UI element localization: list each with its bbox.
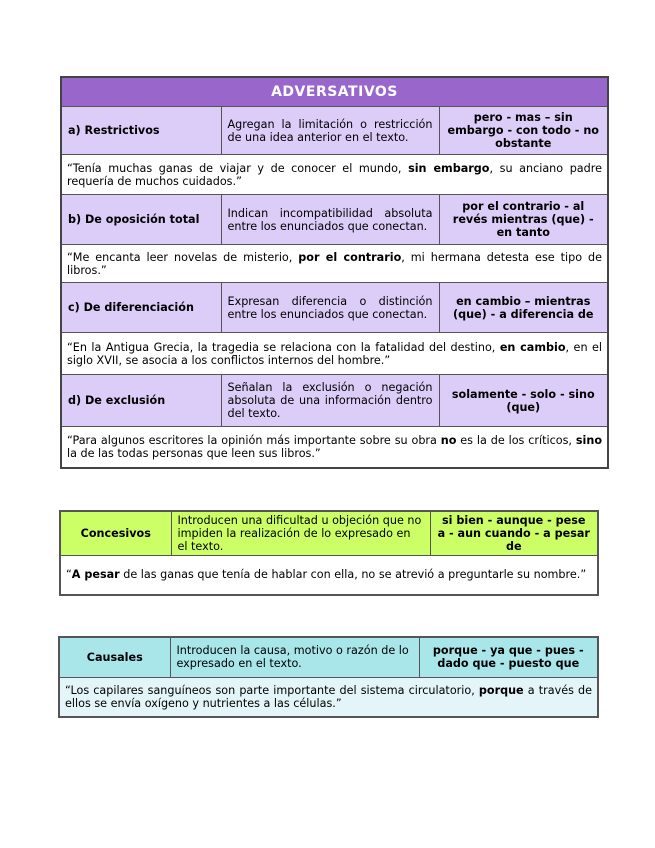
connectors-list: pero - mas – sin embargo - con todo - no obstante bbox=[439, 107, 608, 155]
highlighted-connector: en cambio bbox=[499, 340, 566, 354]
highlighted-connector: por el contrario bbox=[298, 250, 402, 264]
table-row bbox=[61, 375, 608, 427]
highlighted-connector: sin embargo bbox=[408, 161, 490, 175]
category-name: Causales bbox=[59, 637, 170, 677]
category-description: Introducen la causa, motivo o razón de lo expresado en el texto. bbox=[170, 637, 419, 677]
highlighted-connector: no bbox=[440, 433, 457, 447]
category-description: Expresan diferencia o distinción entre los enunciados que conectan. bbox=[221, 283, 439, 333]
connectors-list: porque - ya que - pues - dado que - puesto que bbox=[419, 637, 598, 677]
example-text: “A pesar de las ganas que tenía de hablar con ella, no se atrevió a preguntarle su nombre.” bbox=[60, 555, 598, 595]
causales-table bbox=[58, 636, 599, 718]
table-row bbox=[61, 283, 608, 333]
example-text: “Tenía muchas ganas de viajar y de conocer el mundo, sin embargo, su anciano padre requería de muchos cuidados.” bbox=[61, 155, 608, 195]
example-row bbox=[60, 555, 598, 595]
example-text: “Para algunos escritores la opinión más importante sobre su obra no es la de los críticos, sino la de las todas personas que leen sus libros.” bbox=[61, 427, 608, 468]
category-name: d) De exclusión bbox=[61, 375, 221, 427]
connectors-list: por el contrario - al revés mientras (que) - en tanto bbox=[439, 195, 608, 245]
table-row bbox=[61, 107, 608, 155]
highlighted-connector: porque bbox=[478, 683, 524, 697]
example-row bbox=[61, 427, 608, 468]
category-name: c) De diferenciación bbox=[61, 283, 221, 333]
example-row bbox=[61, 245, 608, 283]
highlighted-connector: sino bbox=[575, 433, 603, 447]
category-description: Indican incompatibilidad absoluta entre los enunciados que conectan. bbox=[221, 195, 439, 245]
example-text: “Los capilares sanguíneos son parte importante del sistema circulatorio, porque a través de ellos se envía oxígeno y nutrientes a las células.” bbox=[59, 677, 598, 717]
category-description: Introducen una dificultad u objeción que no impiden la realización de lo expresado en el texto. bbox=[171, 511, 430, 555]
adversativos-table bbox=[60, 76, 609, 469]
table-row bbox=[60, 511, 598, 555]
category-description: Agregan la limitación o restricción de una idea anterior en el texto. bbox=[221, 107, 439, 155]
example-text: “Me encanta leer novelas de misterio, por el contrario, mi hermana detesta ese tipo de libros.” bbox=[61, 245, 608, 283]
category-name: Concesivos bbox=[60, 511, 171, 555]
example-text: “En la Antigua Grecia, la tragedia se relaciona con la fatalidad del destino, en cambio, en el siglo XVII, se asocia a los conflictos internos del hombre.” bbox=[61, 333, 608, 375]
example-row bbox=[61, 155, 608, 195]
table-row bbox=[61, 195, 608, 245]
example-row bbox=[59, 677, 598, 717]
highlighted-connector: A pesar bbox=[71, 568, 120, 582]
connectors-list: solamente - solo - sino (que) bbox=[439, 375, 608, 427]
connectors-list: si bien - aunque - pese a - aun cuando - a pesar de bbox=[430, 511, 598, 555]
category-description: Señalan la exclusión o negación absoluta de una información dentro del texto. bbox=[221, 375, 439, 427]
example-row bbox=[61, 333, 608, 375]
category-name: a) Restrictivos bbox=[61, 107, 221, 155]
connectors-list: en cambio – mientras (que) - a diferencia de bbox=[439, 283, 608, 333]
category-name: b) De oposición total bbox=[61, 195, 221, 245]
table-row bbox=[59, 637, 598, 677]
adversativos-title: ADVERSATIVOS bbox=[61, 77, 608, 107]
concesivos-table bbox=[59, 510, 599, 596]
adversativos-header-row bbox=[61, 77, 608, 107]
